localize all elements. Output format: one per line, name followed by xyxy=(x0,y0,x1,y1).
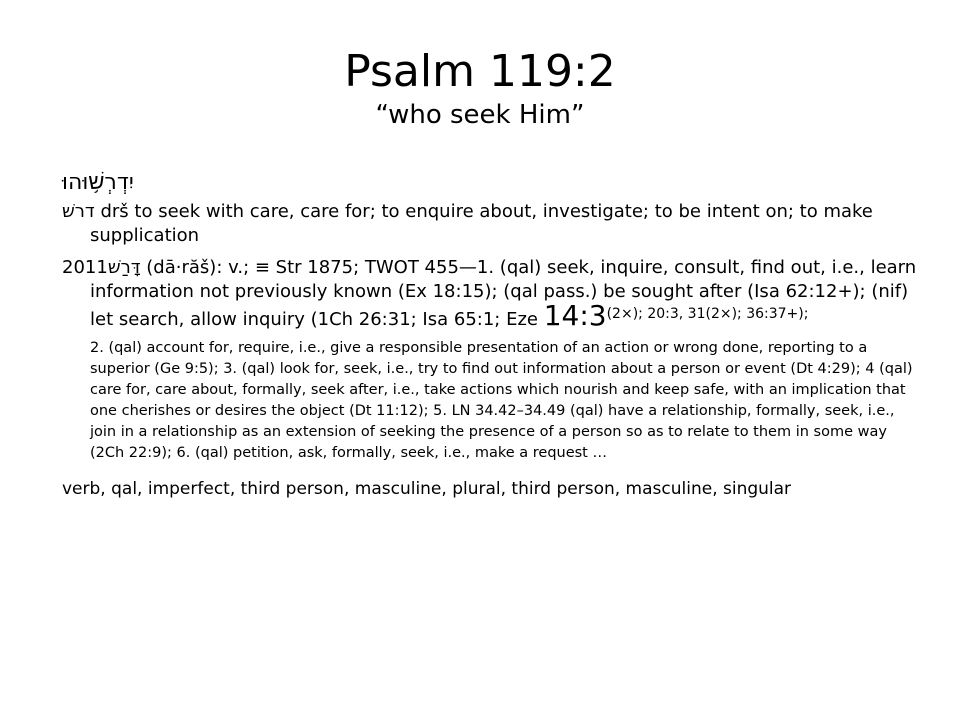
slide-body xyxy=(62,168,922,500)
definition-2-superscript: (2×); 20:3, 31(2×); 36:37+); xyxy=(606,306,809,322)
hebrew-word-text: יִדְרְשׁ֥וּהוּ xyxy=(62,170,134,195)
parsing-info: verb, qal, imperfect, third person, masculine, plural, third person, masculine, singular xyxy=(62,479,792,499)
sub-definitions: 2. (qal) account for, require, i.e., give a responsible presentation of an action or wrong done, reporting to a superior (Ge 9:5); 3. (qal) look for, seek, i.e., try to find out information about a person or event (Dt 4:29); 4 (qal) care for, care about, formally, seek after, i.e., take actions which nourish and keep safe, with an implication that one cherishes or desires the object (Dt 11:12); 5. LN 34.42–34.49 (qal) have a relationship, formally, seek, i.e., join in a relationship as an extension of seeking the presence of a person so as to relate to them in some way (2Ch 22:9); 6. (qal) petition, ask, formally, seek, i.e., make a request … xyxy=(90,340,913,461)
definition-2-reference: 14:3 xyxy=(543,299,607,332)
definition-2-text: (dā·răš): v.; ≡ Str 1875; TWOT 455—1. (qal) seek, inquire, consult, find out, i.e., learn information not previously known (Ex 18:15); (qal pass.) be sought after (Isa 62:12+); (nif) let search, allow inquiry (1Ch 26:31; Isa 65:1; Eze xyxy=(90,257,917,330)
definition-2-lemma: דָּרַשׁ xyxy=(107,257,141,278)
definition-1-lemma: דרשׁ xyxy=(62,201,95,222)
definition-2-number: 2011 xyxy=(62,257,108,278)
hebrew-word xyxy=(62,168,922,198)
definition-1 xyxy=(62,200,922,248)
title-block xyxy=(0,46,960,132)
slide-subtitle: “who seek Him” xyxy=(375,100,585,130)
slide-title: Psalm 119:2 xyxy=(344,46,616,97)
definition-1-text: drš to seek with care, care for; to enquire about, investigate; to be intent on; to make supplication xyxy=(90,201,873,246)
definition-2 xyxy=(62,256,922,332)
